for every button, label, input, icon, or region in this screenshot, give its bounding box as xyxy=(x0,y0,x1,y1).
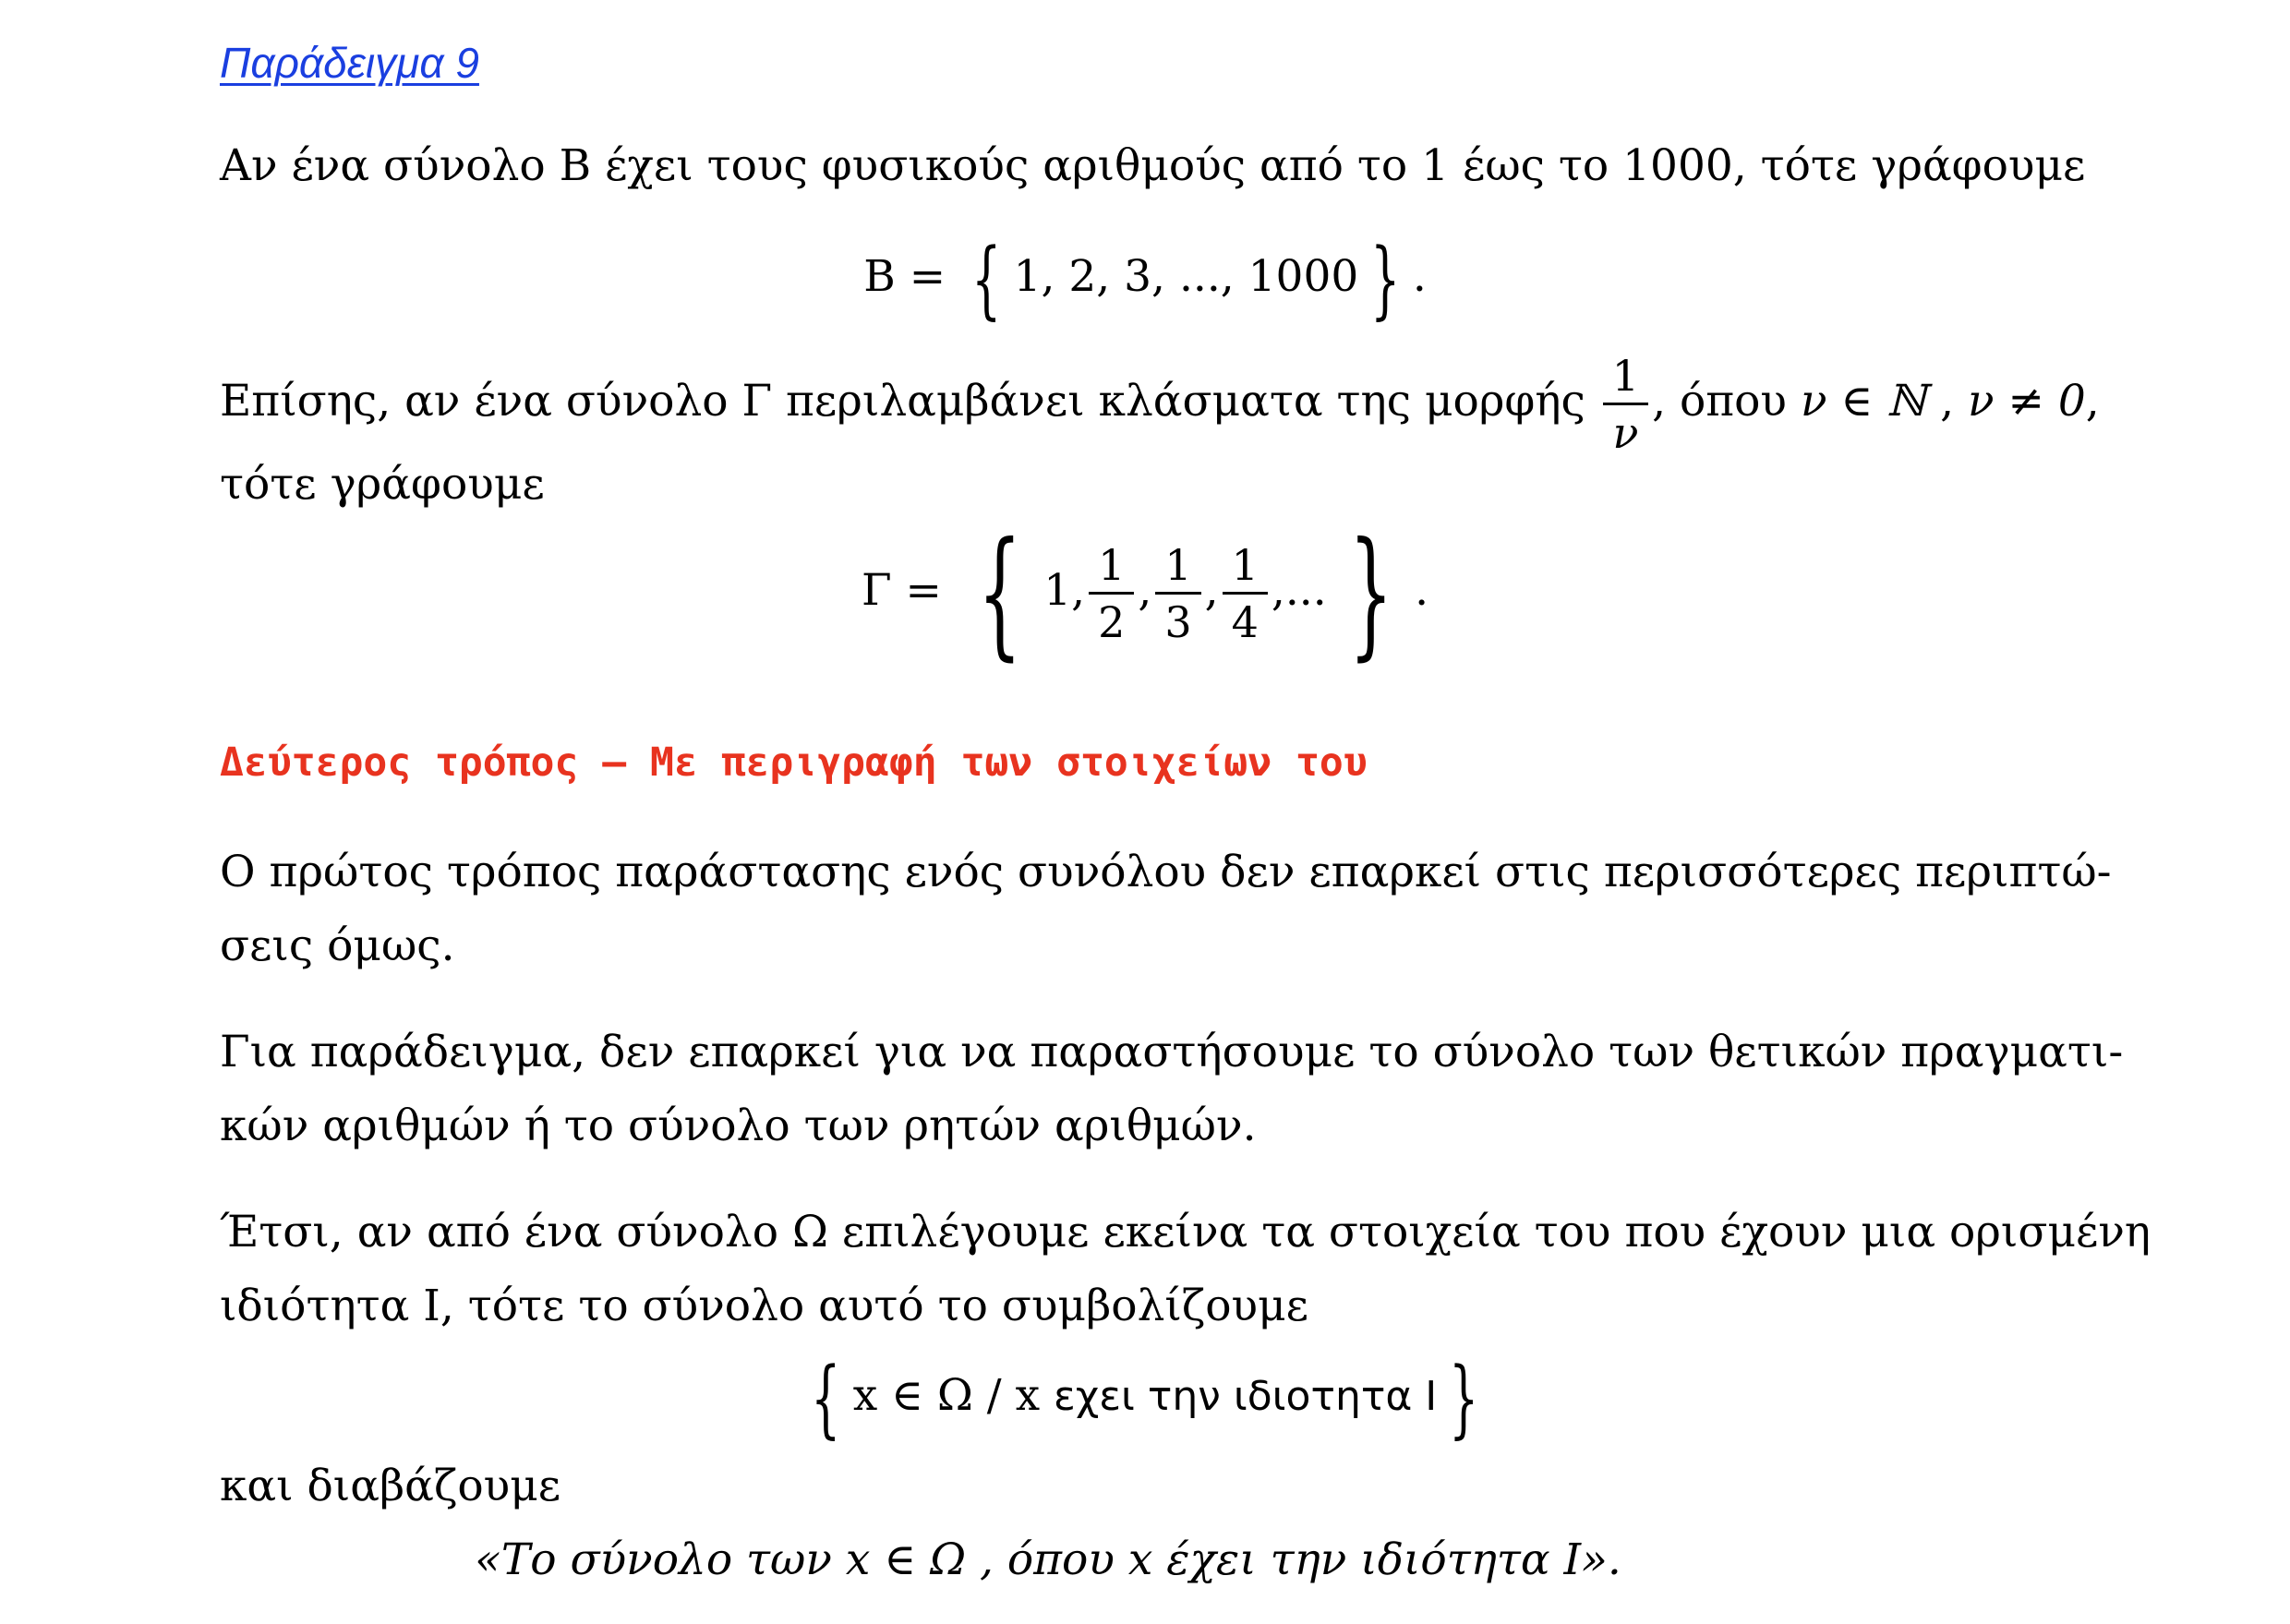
eq2-sep-2: , xyxy=(1204,565,1219,616)
section-heading-text: Δεύτερος τρόπος – Με περιγραφή των στοιχείων του xyxy=(220,740,1368,786)
eq2-fraction-half-den: 2 xyxy=(1098,596,1126,647)
example-heading[interactable] xyxy=(220,26,2085,101)
eq2-fraction-quarter-den: 4 xyxy=(1231,596,1259,647)
equation-set-b xyxy=(0,230,2290,329)
para2-end: , xyxy=(2085,376,2100,427)
eq1-open-brace: { xyxy=(971,230,1002,329)
eq2-open-brace: { xyxy=(977,513,1022,674)
para2-after: , όπου xyxy=(1652,376,1787,427)
eq2-fraction-third xyxy=(1155,541,1200,647)
eq2-lhs: Γ = xyxy=(861,565,942,616)
inline-fraction-denominator: ν xyxy=(1612,407,1639,458)
eq3-close-brace: } xyxy=(1449,1349,1479,1448)
eq3-content-main: x ∈ Ω / x xyxy=(852,1370,1055,1421)
eq2-first: 1, xyxy=(1043,565,1086,616)
para2-text: Επίσης, αν ένα σύνολο Γ περιλαμβάνει κλάσματα της μορφής xyxy=(220,376,1585,427)
eq3-content-property: εχει την ιδιοτητα Ι xyxy=(1054,1373,1438,1420)
equation-set-builder xyxy=(0,1349,2290,1448)
eq2-close-brace: } xyxy=(1348,513,1393,674)
eq2-sep-3: ,... xyxy=(1271,565,1327,616)
paragraph-5-line-1: Έτσι, αν από ένα σύνολο Ω επιλέγουμε εκείνα τα στοιχεία του που έχουν μια ορισμένη xyxy=(220,1207,2151,1257)
eq2-fraction-half xyxy=(1089,541,1134,647)
paragraph-5-line-2: ιδιότητα Ι, τότε το σύνολο αυτό το συμβολίζουμε xyxy=(220,1281,1309,1331)
eq1-lhs: Β = xyxy=(863,251,946,302)
paragraph-3-line-2: σεις όμως. xyxy=(220,920,455,971)
para2-condition-1: ν ∈ ℕ xyxy=(1800,376,1927,427)
eq2-fraction-quarter xyxy=(1223,541,1268,647)
para2-condition-2: ν ≠ 0 xyxy=(1968,376,2086,427)
eq3-open-brace: { xyxy=(811,1349,841,1448)
eq2-fraction-third-num: 1 xyxy=(1155,541,1200,595)
eq2-end: . xyxy=(1415,565,1429,616)
eq1-end: . xyxy=(1412,251,1427,302)
paragraph-4-line-2: κών αριθμών ή το σύνολο των ρητών αριθμών. xyxy=(220,1101,1257,1151)
paragraph-2-line-2: τότε γράφουμε xyxy=(220,459,545,510)
quote-reading: «Το σύνολο των x ∈ Ω , όπου x έχει την ιδιότητα Ι». xyxy=(475,1534,1621,1585)
example-heading-link[interactable]: Παράδειγμα 9 xyxy=(220,39,479,87)
inline-fraction xyxy=(1603,352,1648,458)
eq2-fraction-quarter-num: 1 xyxy=(1223,541,1268,595)
eq2-fraction-half-num: 1 xyxy=(1089,541,1134,595)
equation-set-gamma xyxy=(0,513,2290,674)
paragraph-6: και διαβάζουμε xyxy=(220,1461,561,1511)
paragraph-4-line-1: Για παράδειγμα, δεν επαρκεί για να παραστήσουμε το σύνολο των θετικών πραγματι- xyxy=(220,1027,2124,1077)
eq2-sep-1: , xyxy=(1138,565,1152,616)
paragraph-3-line-1: Ο πρώτος τρόπος παράστασης ενός συνόλου δεν επαρκεί στις περισσότερες περιπτώ- xyxy=(220,847,2112,897)
inline-fraction-numerator: 1 xyxy=(1603,352,1648,405)
para2-separator: , xyxy=(1940,376,1955,427)
paragraph-1: Αν ένα σύνολο Β έχει τους φυσικούς αριθμούς από το 1 έως το 1000, τότε γράφουμε xyxy=(220,140,2086,191)
eq1-close-brace: } xyxy=(1370,230,1401,329)
eq1-content: 1, 2, 3, ..., 1000 xyxy=(1013,251,1359,302)
section-heading xyxy=(220,725,2085,800)
paragraph-2 xyxy=(220,350,2100,458)
eq2-fraction-third-den: 3 xyxy=(1164,596,1192,647)
